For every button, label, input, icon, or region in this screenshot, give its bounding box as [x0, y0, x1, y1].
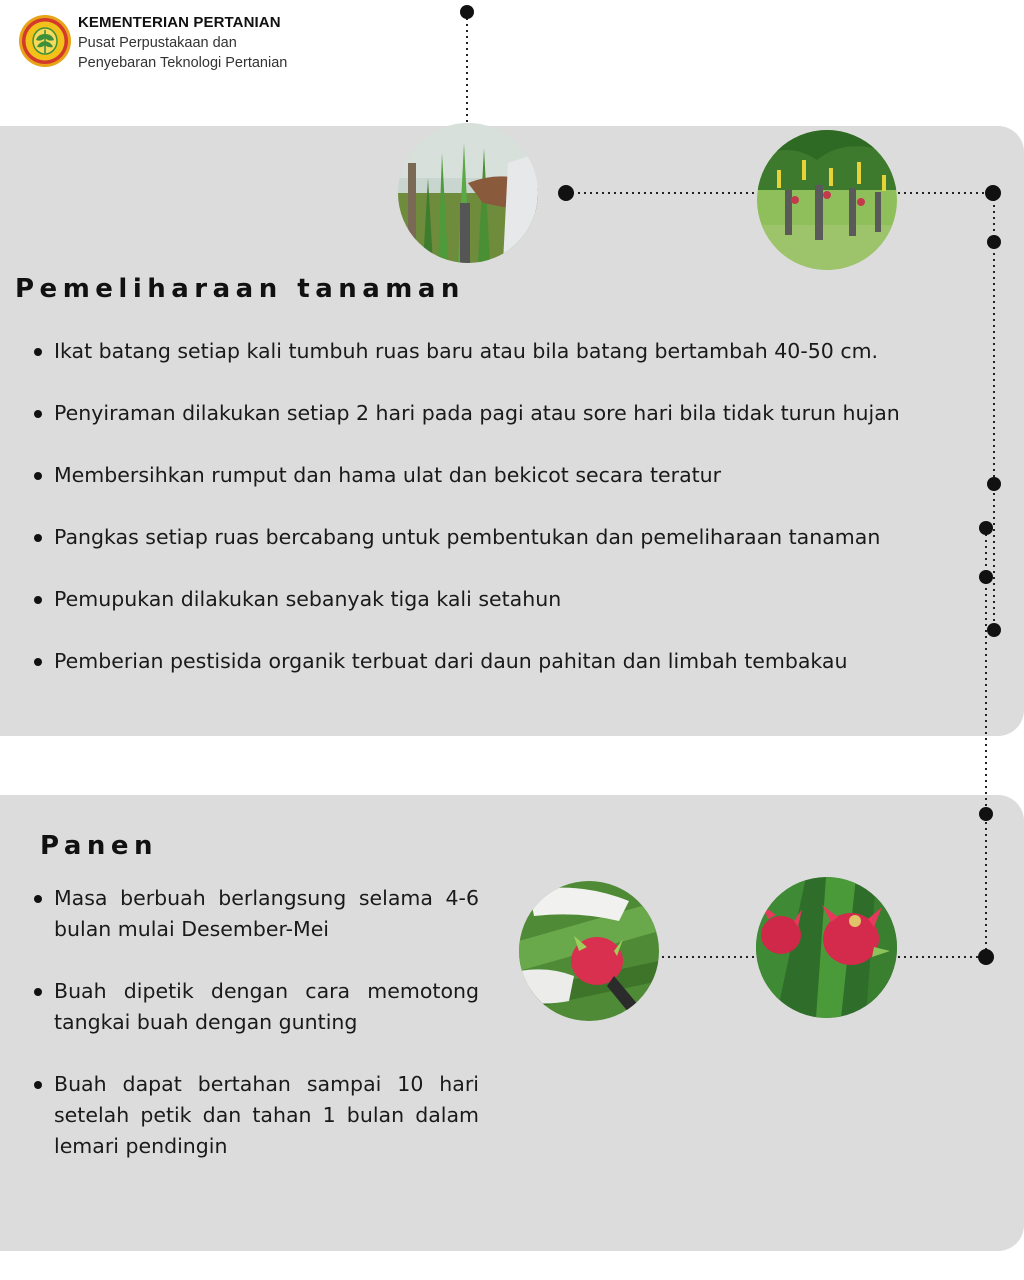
organization-title: KEMENTERIAN PERTANIAN	[78, 14, 281, 31]
ministry-logo	[18, 14, 72, 68]
list-item: Membersihkan rumput dan hama ulat dan bekicot secara teratur	[34, 460, 921, 491]
list-item: Pangkas setiap ruas bercabang untuk pembentukan dan pemeliharaan tanaman	[34, 522, 921, 553]
organization-subtitle-line-1: Pusat Perpustakaan dan	[78, 35, 237, 51]
maintenance-title: Pemeliharaan tanaman	[15, 274, 465, 304]
list-item: Pemupukan dilakukan sebanyak tiga kali setahun	[34, 584, 921, 615]
list-item: Masa berbuah berlangsung selama 4-6 bulan mulai Desember-Mei	[34, 883, 479, 945]
list-item: Ikat batang setiap kali tumbuh ruas baru atau bila batang bertambah 40-50 cm.	[34, 336, 921, 367]
photo-picking-fruit	[519, 881, 659, 1021]
harvest-list	[34, 883, 479, 1162]
photo-dragon-fruit-field	[757, 130, 897, 270]
photo-tying-stems	[398, 123, 538, 263]
harvest-title: Panen	[40, 831, 159, 861]
organization-subtitle-line-2: Penyebaran Teknologi Pertanian	[78, 55, 288, 71]
timeline-dot	[460, 5, 474, 19]
header	[18, 14, 338, 74]
photo-red-dragon-fruits	[756, 877, 897, 1018]
list-item: Pemberian pestisida organik terbuat dari daun pahitan dan limbah tembakau	[34, 646, 921, 677]
maintenance-list	[34, 336, 921, 677]
list-item: Buah dapat bertahan sampai 10 hari setelah petik dan tahan 1 bulan dalam lemari pendingin	[34, 1069, 479, 1162]
list-item: Buah dipetik dengan cara memotong tangkai buah dengan gunting	[34, 976, 479, 1038]
list-item: Penyiraman dilakukan setiap 2 hari pada pagi atau sore hari bila tidak turun hujan	[34, 398, 921, 429]
